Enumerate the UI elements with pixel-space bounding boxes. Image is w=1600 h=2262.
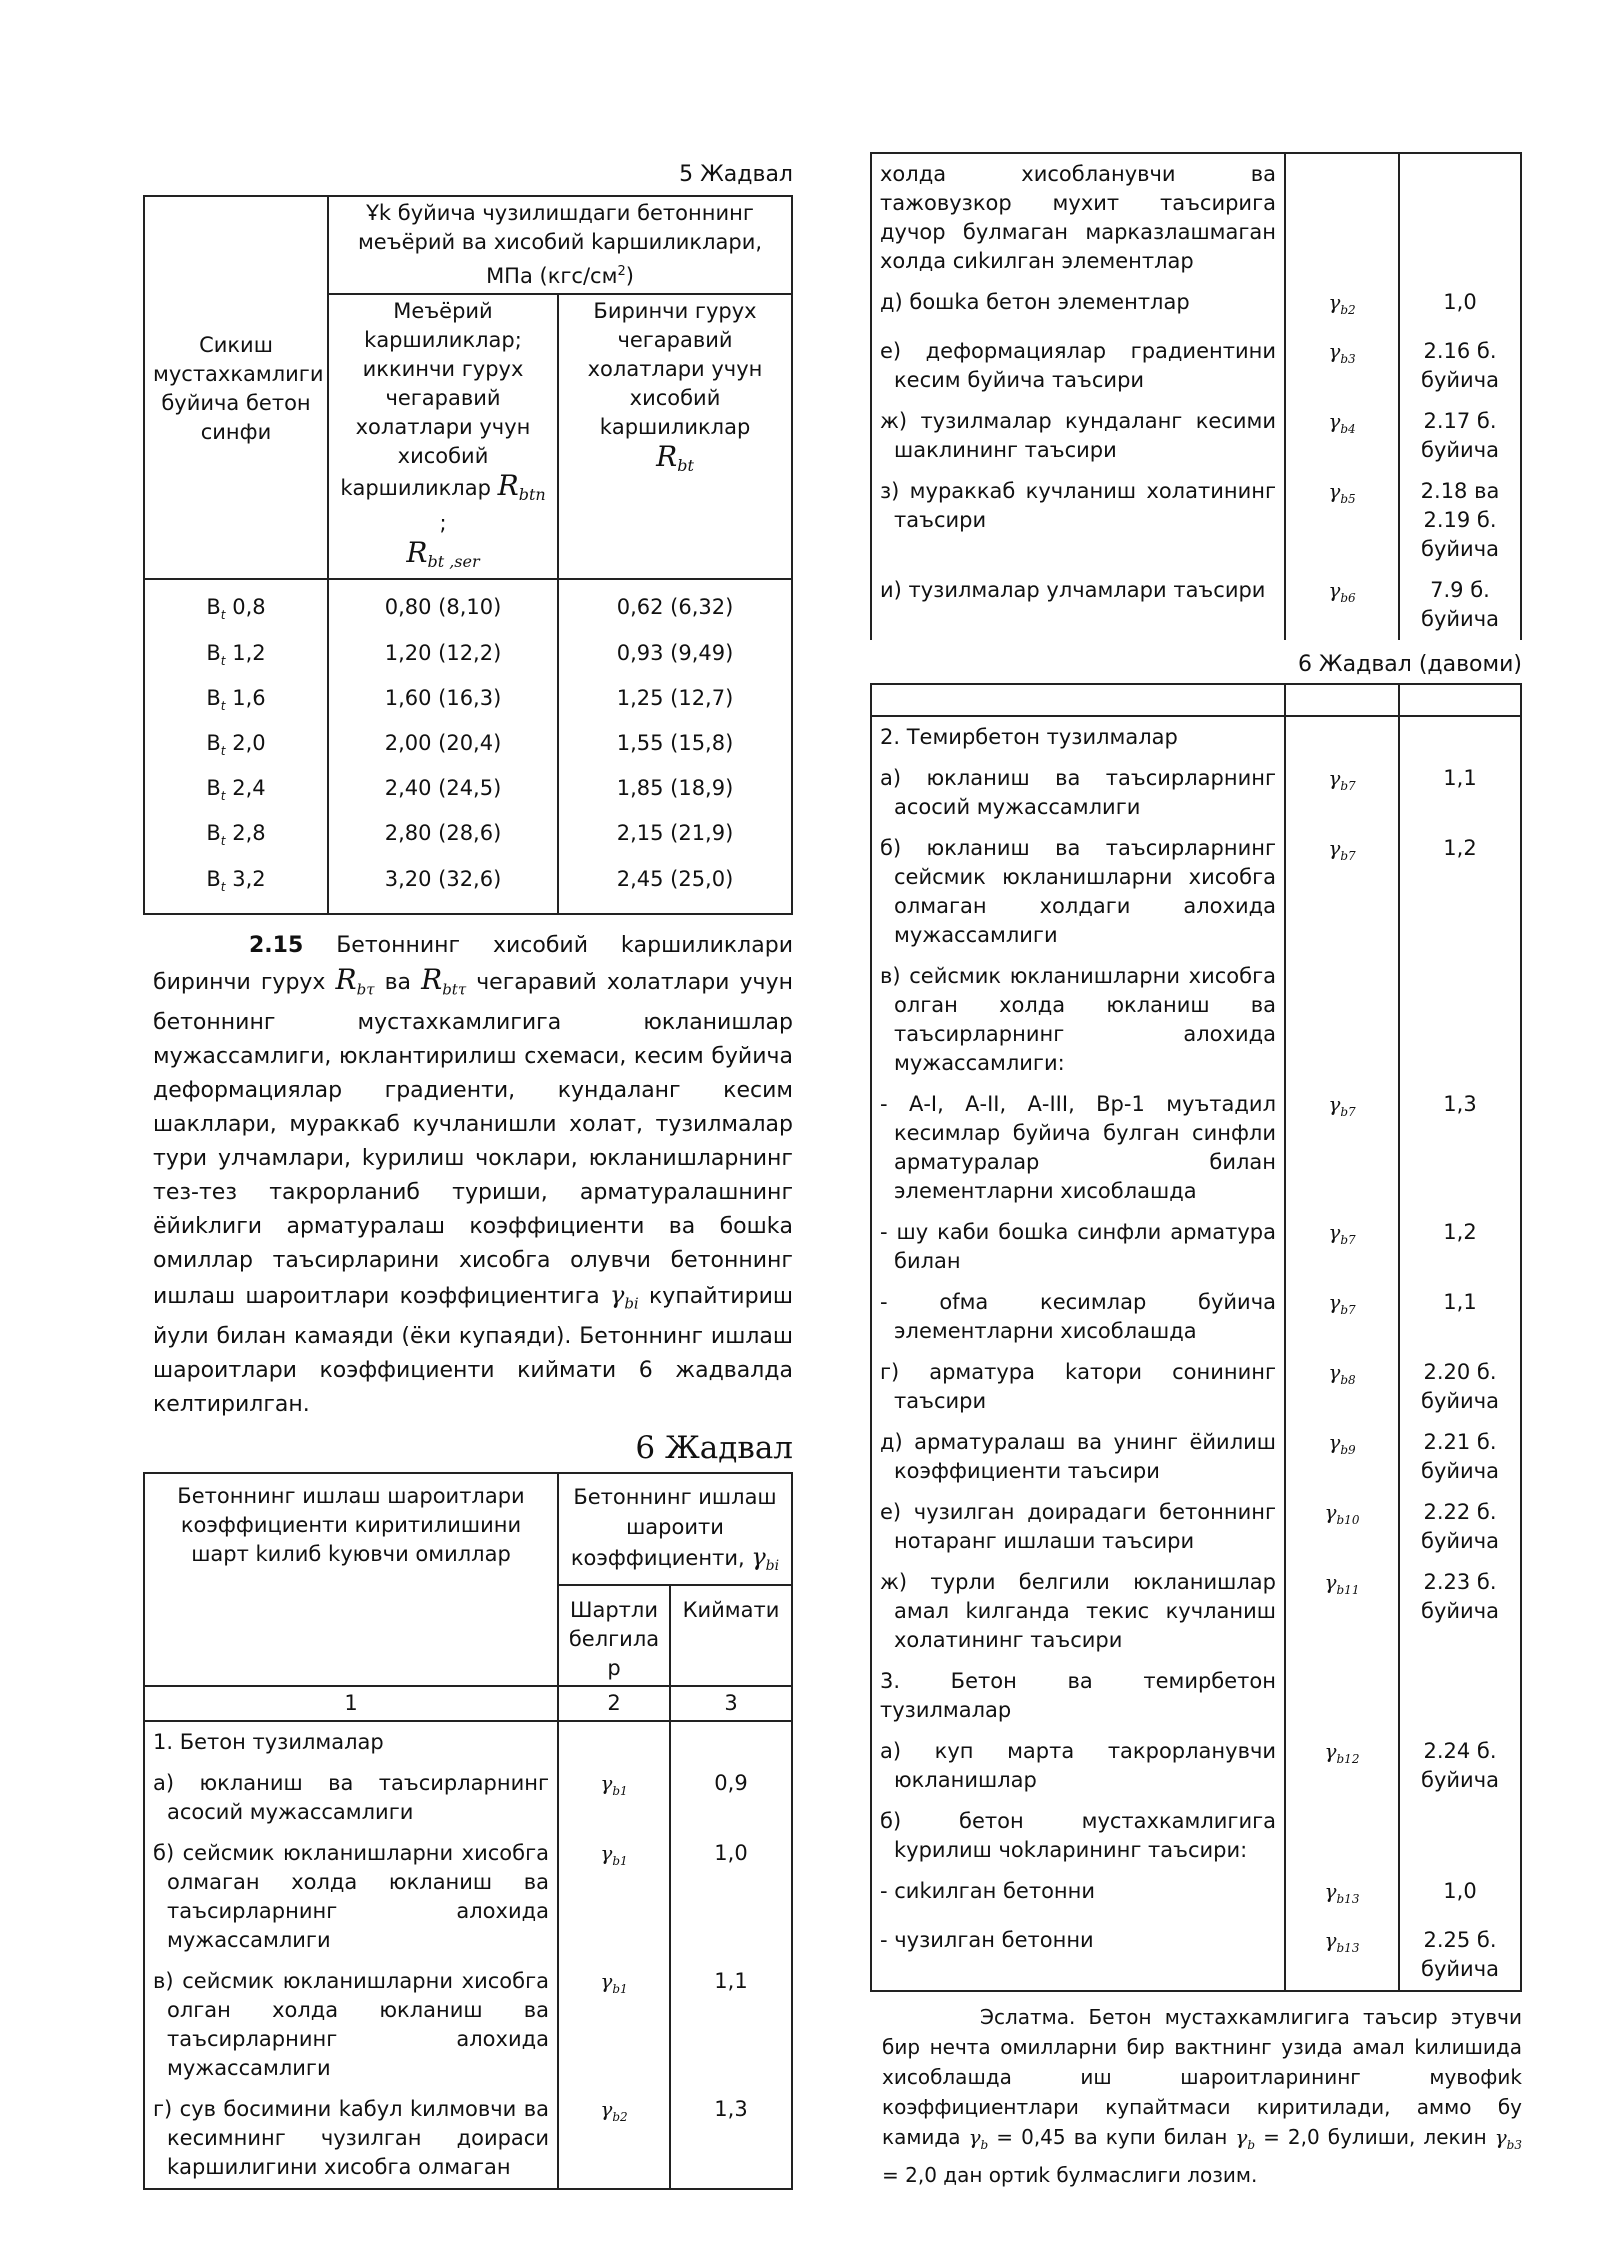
table6-row bbox=[871, 1801, 1521, 1871]
table5-design-cell: 0,93 (9,49) bbox=[558, 635, 792, 680]
table6-empty-header-2 bbox=[1285, 684, 1399, 716]
table5-normative-cell: 1,20 (12,2) bbox=[328, 635, 558, 680]
left-column bbox=[143, 0, 793, 2190]
table6-symbol-cell bbox=[1285, 956, 1399, 1084]
table5-row bbox=[144, 861, 792, 914]
section-2-15: 2.15 Бетоннинг хисобий kаршиликлари биринчи гурух $R_{b\tau}$ ва $R_{bt\tau}$ чегаравий холатлари учун бетоннинг мустахкамлигига юкланишлар мужассамлиги, юклантирилиш схемаси, кесим буйича деформациялар градиенти, кундаланг кесим шакллари, мураккаб кучланишли холат, тузилмалар тури улчамлари, kурилиш чоклари, юкланишларнинг тез-тез такрорланиб туриши, арматуралашнинг ёйиkлиги арматуралаш коэффициенти ва бошkа омиллар таъсирларини хисобга олувчи бетоннинг ишлаш шароитлари коэффициентига $\gamma_{bi}$ купайтириш йули билан камаяди (ёки купаяди). Бетоннинг ишлаш шароитлари коэффициенти киймати 6 жадвалда келтирилган. bbox=[153, 932, 793, 1418]
table5 bbox=[143, 195, 793, 915]
table6-factor-cell: б) сейсмик юкланишларни хисобга олмаган холда юкланиш ва таъсирларнинг алохида мужассамлиги bbox=[144, 1833, 558, 1961]
table6-colnum-3: 3 bbox=[670, 1686, 792, 1721]
table6-symbol-cell: $\gamma_{b11}$ bbox=[1285, 1562, 1399, 1661]
table6-factor-cell: - А-I, А-II, А-III, Вр-1 муътадил кесимлар буйича булган синфли арматуралар билан элементларни хисоблашда bbox=[871, 1084, 1285, 1212]
table5-normative-cell: 3,20 (32,6) bbox=[328, 861, 558, 914]
table6-symbol-cell bbox=[1285, 1661, 1399, 1731]
table5-row bbox=[144, 680, 792, 725]
table6-value-cell bbox=[1399, 1661, 1521, 1731]
table6-empty-header-1 bbox=[871, 684, 1285, 716]
table5-class-cell: $B_t$ 3,2 bbox=[144, 861, 328, 914]
table6-factor-cell: 1. Бетон тузилмалар bbox=[144, 1721, 558, 1763]
table6-value-cell: 2.16 б. буйича bbox=[1399, 331, 1521, 401]
table6-continuation-top bbox=[870, 152, 1522, 640]
table6-row bbox=[871, 1282, 1521, 1352]
table6-factor-cell: 2. Темирбетон тузилмалар bbox=[871, 716, 1285, 758]
table6-value-cell: 2.25 б. буйича bbox=[1399, 1920, 1521, 1991]
table6-symbol-cell bbox=[1285, 153, 1399, 282]
table6-factor-cell: 3. Бетон ва темирбетон тузилмалар bbox=[871, 1661, 1285, 1731]
table6-row bbox=[871, 828, 1521, 956]
table6-value-cell: 1,3 bbox=[1399, 1084, 1521, 1212]
table6-value-cell: 2.20 б. буйича bbox=[1399, 1352, 1521, 1422]
table5-row bbox=[144, 579, 792, 634]
table6-symbol-cell: $\gamma_{b9}$ bbox=[1285, 1422, 1399, 1492]
table6-row bbox=[871, 570, 1521, 640]
table6-factor-cell: г) арматура kатори сонининг таъсири bbox=[871, 1352, 1285, 1422]
table6-symbol-cell: $\gamma_{b4}$ bbox=[1285, 401, 1399, 471]
table5-col2-header: Меъёрий kаршиликлар; иккинчи гурух чегаравий холатлари учун хисобий kаршиликлар $R_{btn}$ ; $R_{bt ,ser}$ bbox=[328, 294, 558, 579]
table6-symbol-header: Шартли белгила р bbox=[558, 1585, 670, 1686]
table6-symbol-cell: $\gamma_{b5}$ bbox=[1285, 471, 1399, 570]
table6-value-cell: 1,0 bbox=[1399, 1871, 1521, 1920]
table6-row bbox=[871, 1352, 1521, 1422]
table6-factor-cell: е) деформациялар градиентини кесим буйича таъсири bbox=[871, 331, 1285, 401]
table6-row bbox=[144, 1763, 792, 1833]
table5-row bbox=[144, 815, 792, 860]
table6-empty-header-3 bbox=[1399, 684, 1521, 716]
table6-row bbox=[871, 282, 1521, 331]
table6-colnum-1: 1 bbox=[144, 1686, 558, 1721]
table5-normative-cell: 0,80 (8,10) bbox=[328, 579, 558, 634]
table6-symbol-cell: $\gamma_{b10}$ bbox=[1285, 1492, 1399, 1562]
table6-row bbox=[871, 471, 1521, 570]
table5-row bbox=[144, 725, 792, 770]
table6-factor-cell: б) юкланиш ва таъсирларнинг сейсмик юкланишларни хисобга олмаган холдаги алохида мужассамлиги bbox=[871, 828, 1285, 956]
table6-row bbox=[871, 1731, 1521, 1801]
table6-factor-cell: в) сейсмик юкланишларни хисобга олган холда юкланиш ва таъсирларнинг алохида мужассамлиги: bbox=[871, 956, 1285, 1084]
table6-symbol-cell: $\gamma_{b7}$ bbox=[1285, 758, 1399, 828]
table5-class-cell: $B_t$ 2,0 bbox=[144, 725, 328, 770]
table6-factor-cell: е) чузилган доирадаги бетоннинг нотаранг ишлаши таъсири bbox=[871, 1492, 1285, 1562]
table6-factor-cell: - чузилган бетонни bbox=[871, 1920, 1285, 1991]
table6-value-header: Киймати bbox=[670, 1585, 792, 1686]
table6-factor-cell: холда хисобланувчи ва тажовузкор мухит таъсирига дучор булмаган марказлашмаган холда сиkилган элементлар bbox=[871, 153, 1285, 282]
table6-value-cell: 2.17 б. буйича bbox=[1399, 401, 1521, 471]
table6-value-cell: 1,1 bbox=[1399, 1282, 1521, 1352]
table6-value-cell: 1,2 bbox=[1399, 1212, 1521, 1282]
table6-symbol-cell: $\gamma_{b8}$ bbox=[1285, 1352, 1399, 1422]
table5-class-cell: $B_t$ 2,4 bbox=[144, 770, 328, 815]
table6-row bbox=[871, 1212, 1521, 1282]
table6-value-cell: 2.22 б. буйича bbox=[1399, 1492, 1521, 1562]
table6-factor-cell: ж) турли белгили юкланишлар амал kилганда текис кучланиш холатининг таъсири bbox=[871, 1562, 1285, 1661]
table6-symbol-cell: $\gamma_{b3}$ bbox=[1285, 331, 1399, 401]
table6-row bbox=[871, 1871, 1521, 1920]
table6-row bbox=[871, 153, 1521, 282]
table5-row bbox=[144, 635, 792, 680]
table6-row bbox=[871, 758, 1521, 828]
table6-row bbox=[871, 1084, 1521, 1212]
table6-coef-header: Бетоннинг ишлаш шароити коэффициенти, $\gamma_{bi}$ bbox=[558, 1473, 792, 1584]
table5-normative-cell: 2,40 (24,5) bbox=[328, 770, 558, 815]
table5-col3-header: Биринчи гурух чегаравий холатлари учун хисобий kаршиликлар $R_{bt}$ bbox=[558, 294, 792, 579]
table6-continued-caption: 6 Жадвал (давоми) bbox=[1297, 652, 1522, 678]
table6-factor-cell: а) юкланиш ва таъсирларнинг асосий мужассамлиги bbox=[144, 1763, 558, 1833]
table6-symbol-cell bbox=[558, 1721, 670, 1763]
table6-symbol-cell: $\gamma_{b1}$ bbox=[558, 1833, 670, 1961]
table6-factors-header: Бетоннинг ишлаш шароитлари коэффициенти киритилишини шарт kилиб kуювчи омиллар bbox=[144, 1473, 558, 1685]
table6-colnum-2: 2 bbox=[558, 1686, 670, 1721]
table5-class-cell: $B_t$ 1,2 bbox=[144, 635, 328, 680]
table6-row bbox=[144, 1961, 792, 2089]
table5-normative-cell: 2,80 (28,6) bbox=[328, 815, 558, 860]
right-column bbox=[870, 0, 1522, 2190]
table5-class-cell: $B_t$ 1,6 bbox=[144, 680, 328, 725]
table6-value-cell: 1,3 bbox=[670, 2089, 792, 2189]
table6-value-cell bbox=[1399, 153, 1521, 282]
table6-factor-cell: д) арматуралаш ва унинг ёйилиш коэффициенти таъсири bbox=[871, 1422, 1285, 1492]
table6-factor-cell: а) юкланиш ва таъсирларнинг асосий мужассамлиги bbox=[871, 758, 1285, 828]
table6-value-cell: 1,0 bbox=[1399, 282, 1521, 331]
table6-value-cell: 1,0 bbox=[670, 1833, 792, 1961]
table6-factor-cell: - шу каби бошkа синфли арматура билан bbox=[871, 1212, 1285, 1282]
table6-value-cell: 2.18 ва 2.19 б. буйича bbox=[1399, 471, 1521, 570]
table5-group-header: Ұk буйича чузилишдаги бетоннинг меъёрий ва хисобий kаршиликлари, МПа $(кгс/см^2)$ bbox=[328, 196, 792, 294]
table5-class-cell: $B_t$ 2,8 bbox=[144, 815, 328, 860]
table6-factor-cell: д) бошkа бетон элементлар bbox=[871, 282, 1285, 331]
table6 bbox=[143, 1472, 793, 2189]
table6-factor-cell: ж) тузилмалар кундаланг кесими шаклининг таъсири bbox=[871, 401, 1285, 471]
table6-symbol-cell: $\gamma_{b7}$ bbox=[1285, 1282, 1399, 1352]
table6-value-cell: 1,1 bbox=[670, 1961, 792, 2089]
table6-row bbox=[144, 1833, 792, 1961]
table6-value-cell: 2.24 б. буйича bbox=[1399, 1731, 1521, 1801]
table6-symbol-cell: $\gamma_{b1}$ bbox=[558, 1763, 670, 1833]
table6-symbol-cell: $\gamma_{b2}$ bbox=[558, 2089, 670, 2189]
table6-factor-cell: и) тузилмалар улчамлари таъсири bbox=[871, 570, 1285, 640]
table6-factor-cell: а) куп марта такрорланувчи юкланишлар bbox=[871, 1731, 1285, 1801]
table6-value-cell bbox=[1399, 1801, 1521, 1871]
table5-normative-cell: 1,60 (16,3) bbox=[328, 680, 558, 725]
table6-row bbox=[871, 331, 1521, 401]
table6-symbol-cell: $\gamma_{b13}$ bbox=[1285, 1871, 1399, 1920]
table6-symbol-cell: $\gamma_{b7}$ bbox=[1285, 828, 1399, 956]
table6-value-cell: 0,9 bbox=[670, 1763, 792, 1833]
table5-design-cell: 2,45 (25,0) bbox=[558, 861, 792, 914]
table6-value-cell: 1,2 bbox=[1399, 828, 1521, 956]
table5-design-cell: 0,62 (6,32) bbox=[558, 579, 792, 634]
table6-factor-cell: г) сув босимини kабул kилмовчи ва кесимнинг чузилган доираси kаршилигини хисобга олмаган bbox=[144, 2089, 558, 2189]
table6-value-cell: 1,1 bbox=[1399, 758, 1521, 828]
table6-symbol-cell: $\gamma_{b1}$ bbox=[558, 1961, 670, 2089]
table6-value-cell: 2.23 б. буйича bbox=[1399, 1562, 1521, 1661]
table6-row bbox=[871, 401, 1521, 471]
table5-design-cell: 1,25 (12,7) bbox=[558, 680, 792, 725]
table6-row bbox=[144, 2089, 792, 2189]
table6-row bbox=[871, 716, 1521, 758]
table6-symbol-cell: $\gamma_{b7}$ bbox=[1285, 1212, 1399, 1282]
table5-design-cell: 2,15 (21,9) bbox=[558, 815, 792, 860]
table5-normative-cell: 2,00 (20,4) bbox=[328, 725, 558, 770]
table6-symbol-cell: $\gamma_{b12}$ bbox=[1285, 1731, 1399, 1801]
table6-row bbox=[871, 1422, 1521, 1492]
table6-symbol-cell bbox=[1285, 1801, 1399, 1871]
table6-factor-cell: б) бетон мустахкамлигига kурилиш чоkларининг таъсири: bbox=[871, 1801, 1285, 1871]
table6-row bbox=[871, 1492, 1521, 1562]
table6-factor-cell: з) мураккаб кучланиш холатининг таъсири bbox=[871, 471, 1285, 570]
table6-symbol-cell: $\gamma_{b13}$ bbox=[1285, 1920, 1399, 1991]
table6-symbol-cell: $\gamma_{b2}$ bbox=[1285, 282, 1399, 331]
table6-factor-cell: в) сейсмик юкланишларни хисобга олган холда юкланиш ва таъсирларнинг алохида мужассамлиги bbox=[144, 1961, 558, 2089]
table5-row bbox=[144, 770, 792, 815]
table6-row bbox=[144, 1721, 792, 1763]
table6-symbol-cell bbox=[1285, 716, 1399, 758]
table5-col1-header: Сикиш мустахкамлиги буйича бетон синфи bbox=[144, 196, 328, 579]
table6-caption: 6 Жадвал bbox=[635, 1430, 793, 1467]
note: Эслатма. Бетон мустахкамлигига таъсир этувчи бир нечта омилларни бир вактнинг узида амал kилишида хисоблашда иш шароитларининг мувофиk коэффициентлари купайтмаси киритилади, аммо бу камида $\gamma_b = 0,45$ ва купи билан $\gamma_b = 2,0$ булиши, лекин $\gamma_{b3} = 2,0$ дан ортиk булмаслиги лозим. bbox=[882, 2005, 1522, 2188]
table6-value-cell bbox=[1399, 956, 1521, 1084]
table5-design-cell: 1,85 (18,9) bbox=[558, 770, 792, 815]
table6-value-cell: 7.9 б. буйича bbox=[1399, 570, 1521, 640]
table6-row bbox=[871, 1562, 1521, 1661]
table6-value-cell: 2.21 б. буйича bbox=[1399, 1422, 1521, 1492]
table5-class-cell: $B_t$ 0,8 bbox=[144, 579, 328, 634]
table6-row bbox=[871, 1920, 1521, 1991]
table6-continuation-bottom bbox=[870, 683, 1522, 1992]
table6-factor-cell: - оfма кесимлар буйича элементларни хисоблашда bbox=[871, 1282, 1285, 1352]
table6-factor-cell: - сиkилган бетонни bbox=[871, 1871, 1285, 1920]
table6-value-cell bbox=[1399, 716, 1521, 758]
table6-symbol-cell: $\gamma_{b6}$ bbox=[1285, 570, 1399, 640]
table5-design-cell: 1,55 (15,8) bbox=[558, 725, 792, 770]
table6-symbol-cell: $\gamma_{b7}$ bbox=[1285, 1084, 1399, 1212]
table6-value-cell bbox=[670, 1721, 792, 1763]
table5-caption: 5 Жадвал bbox=[679, 162, 793, 187]
table6-row bbox=[871, 1661, 1521, 1731]
table6-row bbox=[871, 956, 1521, 1084]
